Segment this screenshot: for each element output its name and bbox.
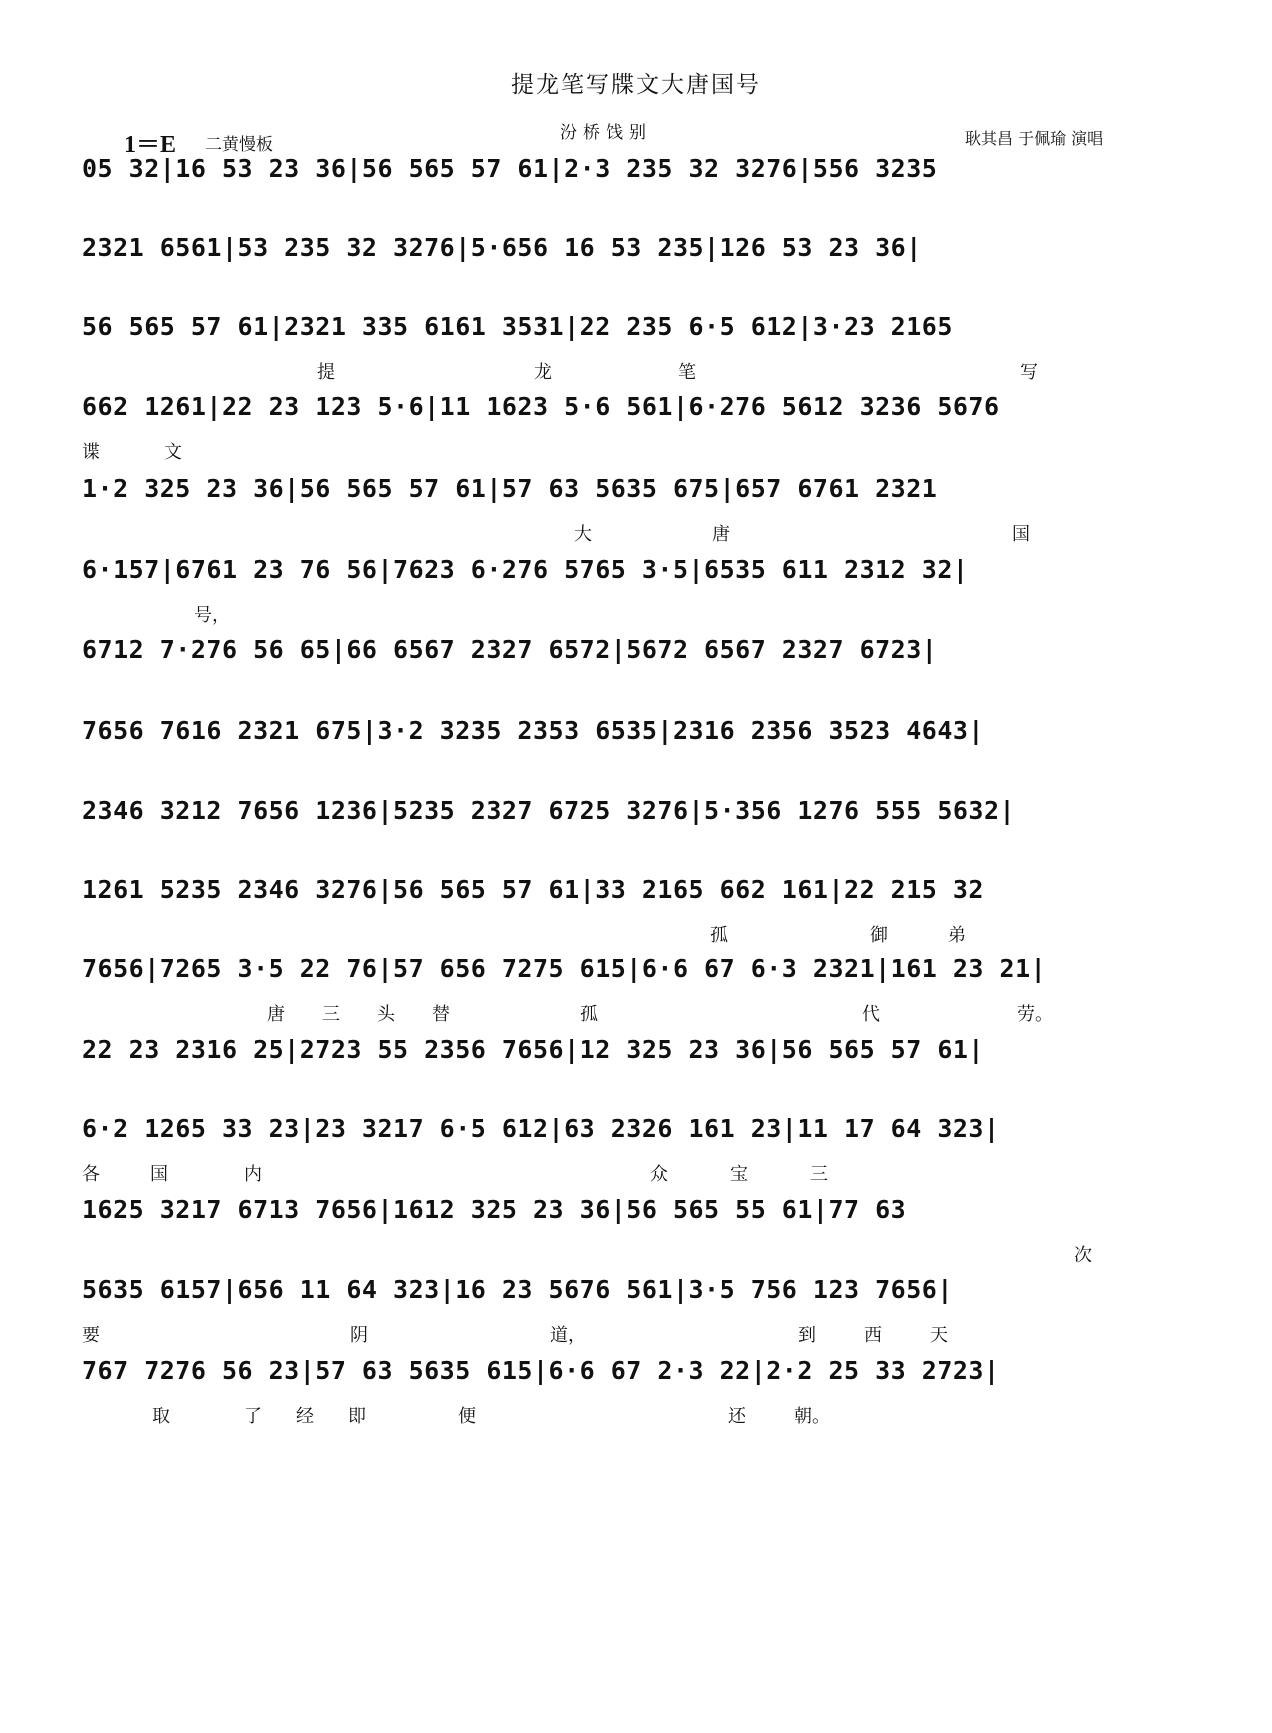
- lyric-syllable: 阴: [350, 1325, 368, 1346]
- score-system: [82, 1031, 1192, 1107]
- lyrics-line: [82, 1398, 1192, 1428]
- lyric-syllable: 即: [348, 1406, 366, 1427]
- lyric-syllable: 便: [458, 1406, 476, 1427]
- lyric-syllable: 谍: [82, 442, 100, 463]
- score-system: [82, 229, 1192, 305]
- lyric-syllable: 到: [798, 1325, 816, 1346]
- music-line: 6712 7·276 56 65|66 6567 2327 6572|5672 6567 2327 6723|: [82, 635, 938, 664]
- music-line: 2321 6561|53 235 32 3276|5·656 16 53 235|126 53 23 36|: [82, 233, 922, 262]
- lyric-syllable: 笔: [678, 362, 696, 383]
- score-system: [82, 631, 1192, 707]
- music-line: 662 1261|22 23 123 5·6|11 1623 5·6 561|6·276 5612 3236 5676: [82, 392, 1000, 421]
- music-line: 7656 7616 2321 675|3·2 3235 2353 6535|2316 2356 3523 4643|: [82, 716, 984, 745]
- score-system: [82, 792, 1192, 868]
- lyrics-line: [82, 1156, 1192, 1186]
- music-line: 767 7276 56 23|57 63 5635 615|6·6 67 2·3 22|2·2 25 33 2723|: [82, 1356, 1000, 1385]
- lyric-syllable: 道，: [550, 1325, 586, 1346]
- performers: 耿其昌 于佩瑜 演唱: [965, 129, 1104, 148]
- score-system: [82, 150, 1192, 226]
- lyric-syllable: 各: [82, 1164, 100, 1185]
- score-system: [82, 1110, 1192, 1186]
- lyric-syllable: 还: [728, 1406, 746, 1427]
- score-system: [82, 871, 1192, 947]
- lyrics-line: [82, 917, 1192, 947]
- lyrics-line: [82, 196, 1192, 226]
- lyric-syllable: 写: [1020, 362, 1038, 383]
- music-line: 7656|7265 3·5 22 76|57 656 7275 615|6·6 67 6·3 2321|161 23 21|: [82, 954, 1047, 983]
- score-system: [82, 950, 1192, 1026]
- score-system: [82, 308, 1192, 384]
- music-line: 22 23 2316 25|2723 55 2356 7656|12 325 23 36|56 565 57 61|: [82, 1035, 984, 1064]
- lyric-syllable: 孤: [710, 925, 728, 946]
- music-line: 1625 3217 6713 7656|1612 325 23 36|56 565 55 61|77 63: [82, 1195, 907, 1224]
- lyrics-line: [82, 1317, 1192, 1347]
- lyric-syllable: 三: [322, 1004, 340, 1025]
- score-system: [82, 1191, 1192, 1267]
- lyric-syllable: 国: [1012, 524, 1030, 545]
- music-line: 1261 5235 2346 3276|56 565 57 61|33 2165 662 161|22 215 32: [82, 875, 984, 904]
- lyric-syllable: 取: [152, 1406, 170, 1427]
- score-system: [82, 388, 1192, 464]
- score-system: [82, 551, 1192, 627]
- lyrics-line: [82, 354, 1192, 384]
- lyrics-line: [82, 597, 1192, 627]
- lyric-syllable: 龙: [534, 362, 552, 383]
- lyric-syllable: 孤: [580, 1004, 598, 1025]
- lyric-syllable: 内: [244, 1164, 262, 1185]
- lyric-syllable: 御: [870, 925, 888, 946]
- score-system: [82, 712, 1192, 788]
- lyric-syllable: 唐: [712, 524, 730, 545]
- lyric-syllable: 弟: [948, 925, 966, 946]
- lyric-syllable: 了: [244, 1406, 262, 1427]
- lyric-syllable: 代: [862, 1004, 880, 1025]
- lyrics-line: [82, 1237, 1192, 1267]
- lyric-syllable: 经: [296, 1406, 314, 1427]
- lyric-syllable: 文: [164, 442, 182, 463]
- opera-subtitle: 汾桥饯别: [560, 123, 652, 143]
- music-line: 5635 6157|656 11 64 323|16 23 5676 561|3·5 756 123 7656|: [82, 1275, 953, 1304]
- lyric-syllable: 号，: [194, 605, 230, 626]
- lyric-syllable: 替: [432, 1004, 450, 1025]
- music-line: 6·157|6761 23 76 56|7623 6·276 5765 3·5|6535 611 2312 32|: [82, 555, 969, 584]
- lyrics-line: [82, 758, 1192, 788]
- lyrics-line: [82, 1077, 1192, 1107]
- score-system: [82, 470, 1192, 546]
- lyric-syllable: 劳。: [1017, 1004, 1053, 1025]
- lyric-syllable: 唐: [267, 1004, 285, 1025]
- key-signature: 1＝E: [124, 132, 177, 158]
- music-line: 1·2 325 23 36|56 565 57 61|57 63 5635 675|657 6761 2321: [82, 474, 938, 503]
- music-line: 56 565 57 61|2321 335 6161 3531|22 235 6·5 612|3·23 2165: [82, 312, 953, 341]
- lyric-syllable: 西: [864, 1325, 882, 1346]
- music-line: 05 32|16 53 23 36|56 565 57 61|2·3 235 32 3276|556 3235: [82, 154, 938, 183]
- lyric-syllable: 国: [150, 1164, 168, 1185]
- lyric-syllable: 要: [82, 1325, 100, 1346]
- lyric-syllable: 三: [810, 1164, 828, 1185]
- lyric-syllable: 宝: [730, 1164, 748, 1185]
- music-line: 2346 3212 7656 1236|5235 2327 6725 3276|5·356 1276 555 5632|: [82, 796, 1016, 825]
- score-title: 提龙笔写牒文大唐国号: [511, 72, 761, 98]
- lyric-syllable: 次: [1074, 1245, 1092, 1266]
- music-line: 6·2 1265 33 23|23 3217 6·5 612|63 2326 161 23|11 17 64 323|: [82, 1114, 1000, 1143]
- lyrics-line: [82, 996, 1192, 1026]
- lyric-syllable: 提: [317, 362, 335, 383]
- lyrics-line: [82, 677, 1192, 707]
- lyric-syllable: 大: [574, 524, 592, 545]
- score-system: [82, 1352, 1192, 1428]
- lyrics-line: [82, 838, 1192, 868]
- lyric-syllable: 头: [377, 1004, 395, 1025]
- lyric-syllable: 天: [930, 1325, 948, 1346]
- lyric-syllable: 朝。: [794, 1406, 830, 1427]
- lyrics-line: [82, 275, 1192, 305]
- score-system: [82, 1271, 1192, 1347]
- lyric-syllable: 众: [650, 1164, 668, 1185]
- tempo-marking: 二黄慢板: [205, 135, 273, 155]
- lyrics-line: [82, 434, 1192, 464]
- lyrics-line: [82, 516, 1192, 546]
